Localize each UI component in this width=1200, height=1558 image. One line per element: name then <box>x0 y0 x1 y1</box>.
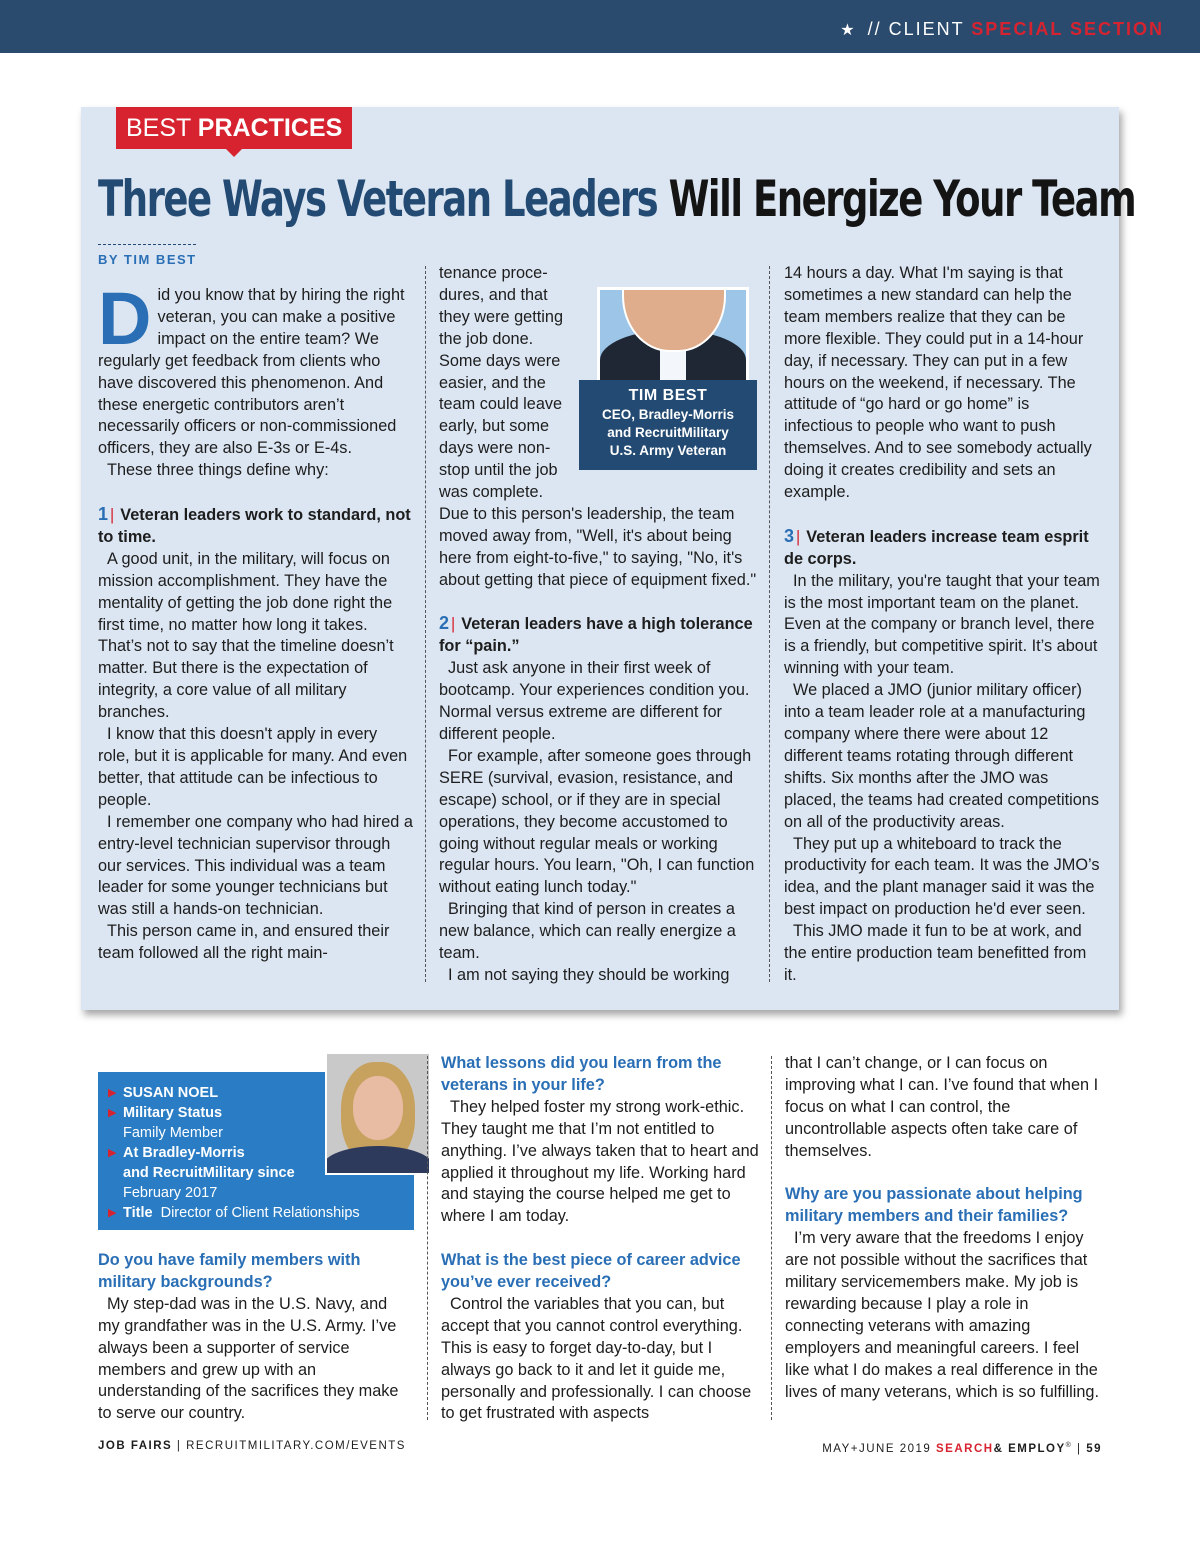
events-link[interactable]: RECRUITMILITARY.COM/EVENTS <box>186 1440 406 1452</box>
best-practices-tag: BEST PRACTICES <box>116 107 352 149</box>
footer-left: JOB FAIRS | RECRUITMILITARY.COM/EVENTS <box>98 1440 406 1452</box>
author-caption: TIM BEST CEO, Bradley-Morris and RecruitMilitary U.S. Army Veteran <box>579 380 757 470</box>
section-2-heading: 2 | Veteran leaders have a high tolerance for “pain.” <box>439 613 753 656</box>
qa-column-2: What lessons did you learn from the veterans in your life? They helped foster my strong work-ethic. They taught me that I’m not entitled to anything. I’ve always taken that to heart and applied it throughout my life. Working hard and staying the course helped me get to where I am today. What is the best piece of career advice you’ve ever received? Control the variables that you can, but accept that you cannot control everything. This is easy to forget day-to-day, but I always go back to it and let it guide me, personally and professionally. I can choose to get frustrated with aspects <box>441 1054 759 1423</box>
profile-photo <box>325 1052 431 1175</box>
question-heading: Do you have family members with military backgrounds? <box>98 1251 361 1291</box>
article-column-2: tenance proce-dures, and that they were getting the job done. Some days were easier, and the team could leave early, but some days were non-stop until the job was complete. Due to this person's leadership, the team moved away from, "Well, it's about being here from eight-to-five," to saying, "No, it's about getting that piece of equipment fixed." 2 | Veteran leaders have a high tolerance for “pain.” Just ask anyone in their first week of bootcamp. Your experiences condition you. Normal versus extreme are different for different people. For example, after someone goes through SERE (survival, evasion, resistance, and escape) school, or if they are in special operations, they become accustomed to going without regular meals or working regular hours. You learn, "Oh, I can function without eating lunch today." Bringing that kind of person in creates a new balance, which can really energize a team. I am not saying they should be working <box>439 264 757 984</box>
column-divider <box>425 266 426 982</box>
byline-divider <box>98 244 196 245</box>
tag-notch <box>226 149 242 157</box>
question-heading: What is the best piece of career advice you’ve ever received? <box>441 1251 741 1292</box>
question-heading: What lessons did you learn from the veterans in your life? <box>441 1054 722 1094</box>
drop-cap: D <box>98 277 152 360</box>
footer-right: MAY+JUNE 2019 SEARCH& EMPLOY® | 59 <box>822 1442 1102 1455</box>
triangle-bullet-icon: ▶ <box>108 1087 117 1099</box>
article-column-1: D id you know that by hiring the right veteran, you can make a positive impact on the entire team? We regularly get feedback from clients who have discovered this phenomenon. And these energetic contributors aren’t necessarily officers or non-commissioned officers, they are also E-3s or E-4s. These three things define why: 1 | Veteran leaders work to standard, not to time. A good unit, in the military, will focus on mission accomplishment. They have the mentality of getting the job done right the first time, no matter how long it takes. That’s not to say that the timeline doesn’t matter. But there is the expectation of integrity, a core value of all military branches. I know that this doesn't apply in every role, but it is applicable for many. And even better, that attitude can be infectious to people. I remember one company who had hired a entry-level technician supervisor through our services. This individual was a team leader for some younger technicians but was still a hands-on technician. This person came in, and ensured their team followed all the right main- <box>98 277 413 963</box>
question-heading: Why are you passionate about helping military members and their families? <box>785 1185 1083 1226</box>
qa-column-3: that I can’t change, or I can focus on improving what I can. I’ve found that when I focus on what I can control, the uncontrollable aspects often take care of themselves. Why are you passionate about helping military members and their families? I’m very aware that the freedoms I enjoy are not possible without the sacrifices that military servicemembers make. My job is rewarding because I play a role in connecting veterans with amazing employers and meaningful careers. I feel like what I do makes a real difference in the lives of many veterans, which is so fulfilling. <box>785 1053 1103 1403</box>
triangle-bullet-icon: ▶ <box>108 1207 117 1219</box>
byline: BY TIM BEST <box>98 252 197 267</box>
section-3-heading: 3 | Veteran leaders increase team esprit de corps. <box>784 525 1089 568</box>
triangle-bullet-icon: ▶ <box>108 1107 117 1119</box>
top-bar <box>0 0 1200 53</box>
article-headline: Three Ways Veteran Leaders Will Energize Your Team <box>98 170 1136 228</box>
author-photo <box>597 287 749 386</box>
qa-column-1: Do you have family members with military backgrounds? My step-dad was in the U.S. Navy, and my grandfather was in the U.S. Army. I’ve always been a supporter of service members and grew up with an understanding of the sacrifices they make to serve our country. <box>98 1250 413 1425</box>
column-divider <box>769 266 770 982</box>
triangle-bullet-icon: ▶ <box>108 1147 117 1159</box>
column-divider <box>771 1056 772 1420</box>
article-column-3: 14 hours a day. What I'm saying is that sometimes a new standard can help the team members realize that they can be more flexible. They could put in a 14-hour day, if necessary. They can put in a few hours on the weekend, if necessary. The attitude of “go hard or go home” is infectious to people who want to push themselves. And to see somebody actually doing it creates credibility and sets an example. 3 | Veteran leaders increase team esprit de corps. In the military, you're taught that your team is the most important team on the planet. Even at the company or branch level, there is a friendly, but competitive spirit. It’s about winning with your team. We placed a JMO (junior military officer) into a team leader role at a manufacturing company where there were about 12 different teams rotating through different shifts. Six months after the JMO was placed, the teams had created competitions on all of the productivity areas. They put up a whiteboard to track the productivity for each team. It was the JMO’s idea, and the plant manager said it was the best impact on production he'd ever seen. This JMO made it fun to be at work, and the entire production team benefitted from it. <box>784 263 1102 987</box>
profile-box: ▶ SUSAN NOEL ▶ Military Status Family Member ▶ At Bradley-Morris and RecruitMilitary since February 2017 ▶ Title Director of Client Relationships <box>98 1072 414 1230</box>
column-divider <box>427 1056 428 1420</box>
star-icon: ★ <box>840 22 857 39</box>
section-1-heading: 1 | Veteran leaders work to standard, not to time. <box>98 504 411 546</box>
section-label: ★ // CLIENT SPECIAL SECTION <box>840 19 1164 39</box>
